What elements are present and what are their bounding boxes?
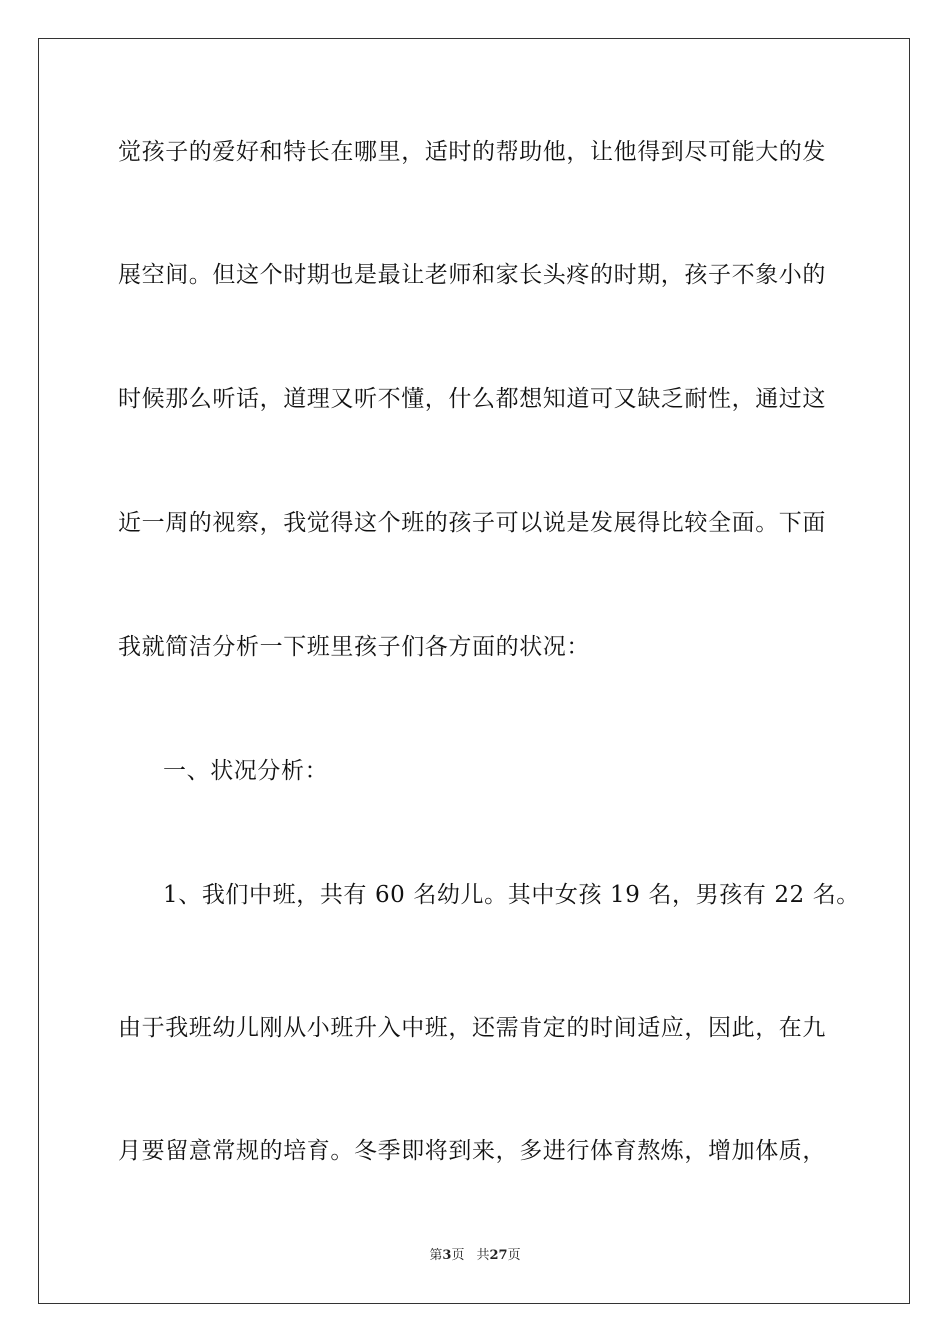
total-suffix: 页	[507, 1248, 521, 1263]
paragraph-line-5: 我就简洁分析一下班里孩子们各方面的状况：	[118, 634, 590, 660]
paragraph-line-7: 1、我们中班，共有 60 名幼儿。其中女孩 19 名，男孩有 22 名。	[163, 882, 860, 908]
paragraph-line-9: 月要留意常规的培育。冬季即将到来，多进行体育熬炼，增加体质，	[118, 1138, 826, 1164]
page-number: 3	[442, 1248, 452, 1263]
paragraph-line-4: 近一周的视察，我觉得这个班的孩子可以说是发展得比较全面。下面	[118, 510, 826, 536]
section-heading: 一、状况分析：	[163, 758, 329, 784]
total-pages: 27	[489, 1248, 508, 1263]
paragraph-line-3: 时候那么听话，道理又听不懂，什么都想知道可又缺乏耐性，通过这	[118, 386, 826, 412]
page-border	[38, 38, 910, 1304]
page-prefix: 第	[429, 1248, 443, 1263]
total-prefix: 共	[476, 1248, 490, 1263]
paragraph-line-8: 由于我班幼儿刚从小班升入中班，还需肯定的时间适应，因此，在九	[118, 1015, 826, 1041]
page-suffix: 页	[451, 1248, 465, 1263]
paragraph-line-1: 觉孩子的爱好和特长在哪里，适时的帮助他，让他得到尽可能大的发	[118, 139, 826, 165]
page-footer	[0, 1247, 950, 1265]
paragraph-line-2: 展空间。但这个时期也是最让老师和家长头疼的时期，孩子不象小的	[118, 262, 826, 288]
